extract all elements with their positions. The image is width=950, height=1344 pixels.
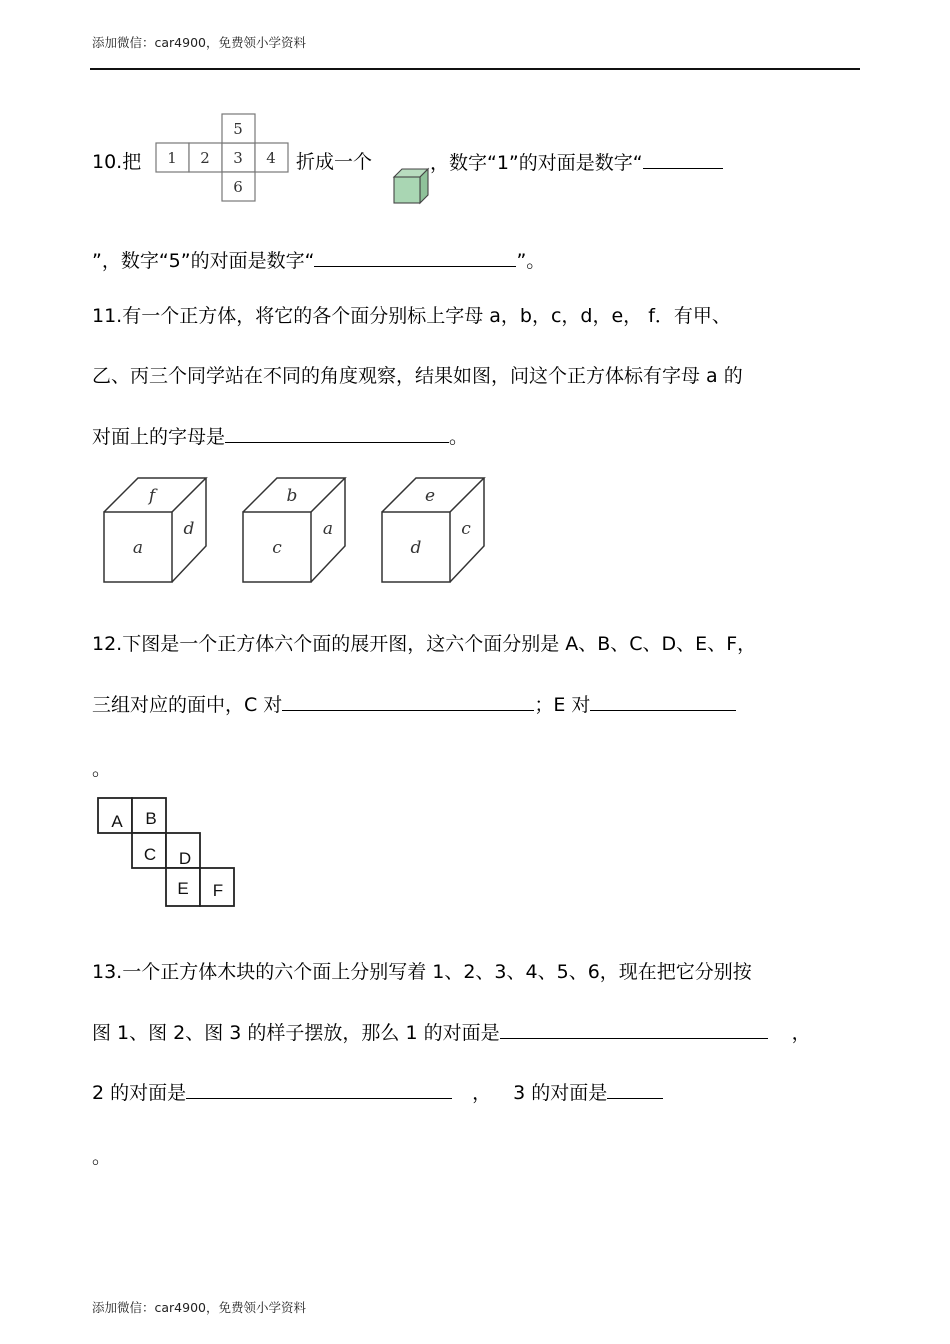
q13-line4: 。 [92,1146,112,1168]
q12-line3: 。 [92,758,112,780]
q10-line1 [92,150,141,174]
header-rule [90,68,860,70]
q11-line1: 11.有一个正方体，将它的各个面分别标上字母 a，b，c，d，e， f．有甲、 [92,305,731,327]
q11-cube-2-top: b [286,486,298,506]
q10-net-cell-4: 4 [266,149,276,167]
header-watermark: 添加微信：car4900，免费领小学资料 [92,35,306,50]
q10-line2-text-b: ”。 [516,250,546,272]
q13-line2-text-a: 图 1、图 2、图 3 的样子摆放，那么 1 的对面是 [92,1022,500,1044]
q12-line1: 12.下图是一个正方体六个面的展开图，这六个面分别是 A、B、C、D、E、F， [92,633,757,655]
q11-cube-2-front: c [272,538,282,558]
q10-net-cell-2: 2 [200,149,210,167]
q13-answer-blank-1[interactable] [500,1020,768,1039]
q10-net-cell-6: 6 [233,178,243,196]
q12-line2-text-b: ；E 对 [534,694,591,716]
q11-line2: 乙、丙三个同学站在不同的角度观察，结果如图，问这个正方体标有字母 a 的 [92,365,743,387]
q10-net-cell-5: 5 [233,120,243,138]
q11-cube-3-side: c [461,519,471,539]
q13-answer-blank-3[interactable] [607,1080,663,1099]
q10-net-figure [156,114,290,202]
q11-cube-3-front: d [410,538,422,558]
q11-cube-1-top: f [148,486,156,506]
q11-line3-text: 对面上的字母是 [92,426,226,448]
q13-line3-text-c: 3 的对面是 [513,1082,608,1104]
q12-line2-text-a: 三组对应的面中，C 对 [92,694,283,716]
q12-net-cell-a: A [111,812,123,831]
q10-answer-blank-2[interactable] [314,248,516,267]
q11-cube-1-side: d [183,519,195,539]
q11-line3-end: 。 [449,426,469,448]
q12-net-cell-e: E [177,879,189,898]
q11-cube-3-top: e [424,486,436,506]
q11-cube-1-front: a [132,538,144,558]
footer-watermark: 添加微信：car4900，免费领小学资料 [92,1300,306,1315]
q10-prefix: 10.把 [92,151,142,173]
q13-line2 [92,1020,811,1045]
q12-net-cell-c: C [143,845,157,864]
q12-net-cell-f: F [212,881,224,900]
q13-line3-text-a: 2 的对面是 [92,1082,187,1104]
q12-net-figure [96,796,236,910]
q11-cube-figure [100,474,490,586]
q12-line2 [92,692,736,717]
q12-net-cell-d: D [178,849,192,868]
q13-line3 [92,1080,663,1105]
q13-line3-text-b: ， [472,1082,492,1104]
q12-net-cell-b: B [145,809,157,828]
q10-mid-text: 折成一个 [296,151,373,173]
q11-answer-blank[interactable] [225,424,449,443]
q10-line2 [92,248,545,273]
q11-cube-2-side: a [322,519,334,539]
q12-answer-blank-e[interactable] [590,692,736,711]
q13-line1: 13.一个正方体木块的六个面上分别写着 1、2、3、4、5、6，现在把它分别按 [92,961,752,983]
q10-tail-text: ，数字“1”的对面是数字“ [430,152,643,174]
q10-answer-blank-1[interactable] [643,150,723,169]
q10-net-cell-1: 1 [167,149,177,167]
q11-line3 [92,424,468,449]
q13-line2-text-b: ， [791,1022,811,1044]
q10-net-cell-3: 3 [233,149,243,167]
q10-tail [430,150,723,175]
q10-line2-text-a: ”，数字“5”的对面是数字“ [92,250,315,272]
q13-answer-blank-2[interactable] [186,1080,452,1099]
q10-cube-icon [394,169,430,205]
q12-answer-blank-c[interactable] [282,692,534,711]
